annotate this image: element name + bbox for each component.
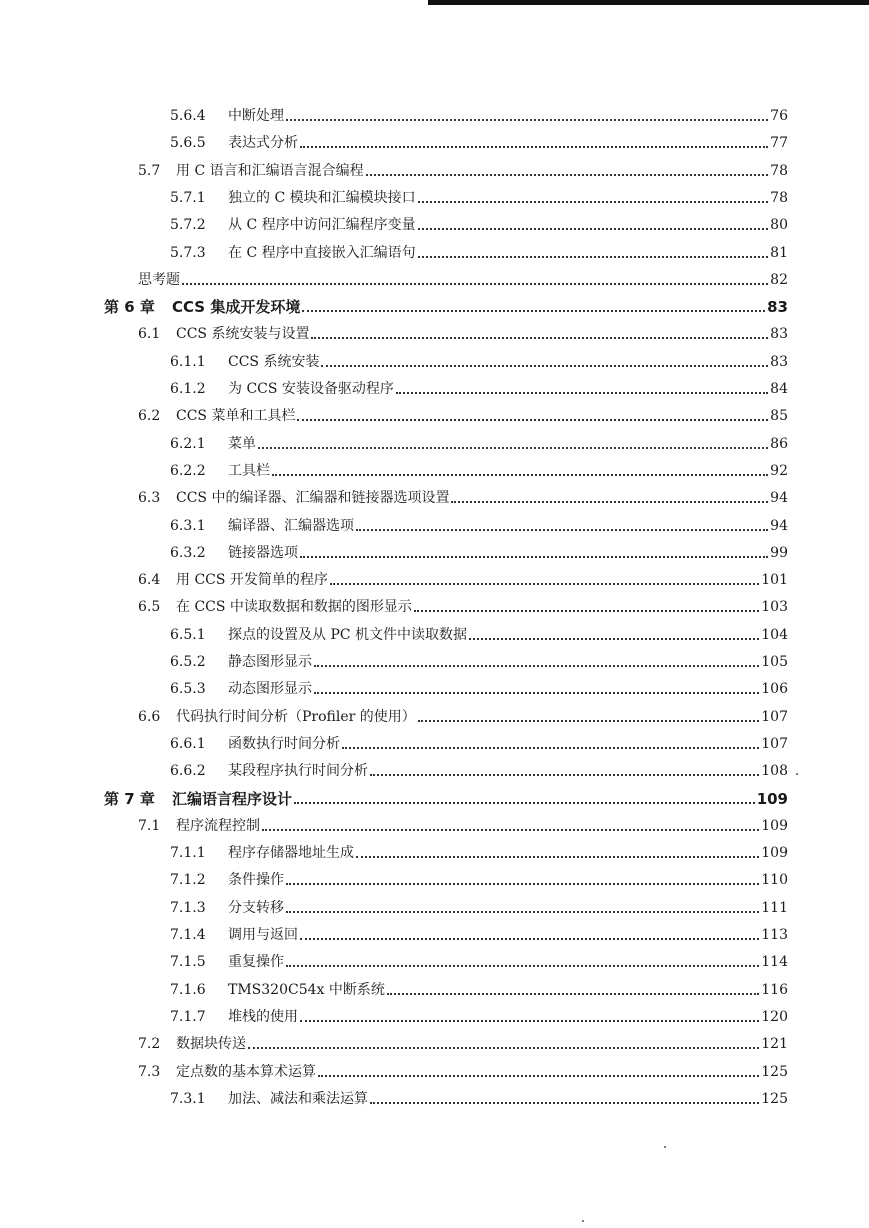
toc-entry-page: 111 (761, 900, 788, 916)
toc-entry-page: 125 (761, 1064, 788, 1080)
toc-entry-page: 94 (770, 490, 788, 506)
toc-entry-title: 菜单 (228, 436, 256, 452)
toc-entry-number: 6.3.2 (170, 545, 206, 561)
toc-entry-number: 6.5.3 (170, 681, 206, 697)
toc-entry-number: 5.7.3 (170, 245, 206, 261)
toc-entry-page: 99 (770, 545, 788, 561)
toc-section-entry[interactable] (138, 567, 788, 589)
toc-subsection-entry[interactable] (170, 376, 788, 398)
toc-subsection-entry[interactable] (170, 130, 788, 152)
toc-subsection-entry[interactable] (170, 676, 788, 698)
toc-entry-number: 7.1.3 (170, 900, 206, 916)
toc-entry-title: 表达式分析 (228, 135, 298, 151)
dot-leader (356, 528, 768, 531)
toc-entry-number: 6.3.1 (170, 518, 206, 534)
toc-subsection-entry[interactable] (170, 922, 788, 944)
toc-subsection-entry[interactable] (170, 840, 788, 862)
toc-entry-title: 汇编语言程序设计 (172, 790, 293, 808)
dot-leader (300, 1019, 759, 1022)
toc-entry-number: 7.1.7 (170, 1009, 206, 1025)
toc-entry-number: 6.5.2 (170, 654, 206, 670)
toc-entry-title: CCS 系统安装 (228, 354, 320, 370)
dot-leader (342, 746, 759, 749)
toc-entry-title: 探点的设置及从 PC 机文件中读取数据 (228, 627, 468, 643)
scan-speck (664, 1146, 666, 1148)
dot-leader (286, 118, 768, 121)
toc-entry-title: CCS 集成开发环境 (172, 298, 301, 316)
toc-entry-title: 程序流程控制 (176, 818, 260, 834)
toc-section-entry[interactable] (138, 1059, 788, 1081)
dot-leader (418, 227, 769, 230)
toc-entry-page: 92 (770, 463, 788, 479)
top-border-rule (428, 0, 869, 5)
toc-entry-page: 125 (761, 1091, 788, 1107)
toc-entry-page: 107 (761, 709, 788, 725)
dot-leader (451, 500, 768, 503)
toc-entry-page: 82 (770, 272, 788, 288)
toc-subsection-entry[interactable] (170, 103, 788, 125)
toc-entry-title: CCS 中的编译器、汇编器和链接器选项设置 (176, 490, 450, 506)
toc-entry-number: 6.6 (138, 709, 161, 725)
dot-leader (396, 391, 768, 394)
toc-entry-page: 106 (761, 681, 788, 697)
toc-entry-title: 用 C 语言和汇编语言混合编程 (176, 163, 364, 179)
toc-entry-number: 6.1.1 (170, 354, 206, 370)
toc-entry-title: 代码执行时间分析（Profiler 的使用） (176, 709, 416, 725)
toc-entry-page: 103 (761, 599, 788, 615)
dot-leader (370, 773, 759, 776)
toc-entry-title: 在 C 程序中直接嵌入汇编语句 (228, 245, 416, 261)
toc-entry-page: 78 (770, 163, 788, 179)
toc-entry-title: 定点数的基本算术运算 (176, 1064, 316, 1080)
toc-entry-title: 某段程序执行时间分析 (228, 763, 368, 779)
toc-entry-page: 114 (761, 954, 788, 970)
dot-leader (418, 719, 759, 722)
toc-entry-page: 113 (761, 927, 788, 943)
toc-entry-page: 105 (761, 654, 788, 670)
toc-entry-page: 84 (770, 381, 788, 397)
dot-leader (294, 801, 755, 804)
toc-entry[interactable] (138, 267, 788, 289)
toc-entry-title: CCS 菜单和工具栏 (176, 408, 296, 424)
toc-entry-title: 从 C 程序中访问汇编程序变量 (228, 217, 416, 233)
toc-subsection-entry[interactable] (170, 731, 788, 753)
toc-entry-number: 6.6.2 (170, 763, 206, 779)
toc-entry-title: CCS 系统安装与设置 (176, 326, 310, 342)
toc-section-entry[interactable] (138, 704, 788, 726)
toc-entry-page: 121 (761, 1036, 788, 1052)
toc-entry-page: 104 (761, 627, 788, 643)
toc-entry-number: 6.5.1 (170, 627, 206, 643)
toc-entry-page: 109 (756, 790, 788, 808)
toc-entry-number: 6.1 (138, 326, 161, 342)
toc-subsection-entry[interactable] (170, 540, 788, 562)
toc-entry-page: 81 (770, 245, 788, 261)
toc-entry-page: 116 (761, 982, 788, 998)
toc-entry-page: 94 (770, 518, 788, 534)
toc-entry-title: 为 CCS 安装设备驱动程序 (228, 381, 394, 397)
toc-section-entry[interactable] (138, 813, 788, 835)
dot-leader (286, 910, 759, 913)
toc-subsection-entry[interactable] (170, 758, 788, 780)
toc-entry-number: 5.6.4 (170, 108, 206, 124)
dot-leader (356, 855, 759, 858)
toc-entry-page: 107 (761, 736, 788, 752)
toc-subsection-entry[interactable] (170, 1086, 788, 1108)
dot-leader (248, 1046, 759, 1049)
toc-subsection-entry[interactable] (170, 649, 788, 671)
dot-leader (314, 691, 759, 694)
toc-section-entry[interactable] (138, 594, 788, 616)
dot-leader (272, 473, 768, 476)
toc-subsection-entry[interactable] (170, 622, 788, 644)
toc-section-entry[interactable] (138, 485, 788, 507)
dot-leader (321, 364, 768, 367)
toc-entry-number: 7.3 (138, 1064, 161, 1080)
toc-entry-page: 83 (770, 326, 788, 342)
toc-entry-number: 7.1.1 (170, 845, 206, 861)
dot-leader (314, 664, 759, 667)
toc-entry-number: 7.1 (138, 818, 161, 834)
toc-subsection-entry[interactable] (170, 212, 788, 234)
toc-section-entry[interactable] (138, 403, 788, 425)
toc-entry-title: 在 CCS 中读取数据和数据的图形显示 (176, 599, 412, 615)
toc-entry-title: 思考题 (138, 272, 180, 288)
toc-subsection-entry[interactable] (170, 349, 788, 371)
toc-entry-title: 分支转移 (228, 900, 284, 916)
toc-entry-page: 108 (761, 763, 788, 779)
toc-section-entry[interactable] (138, 321, 788, 343)
toc-entry-number: 5.7 (138, 163, 161, 179)
toc-subsection-entry[interactable] (170, 240, 788, 262)
toc-entry-page: 85 (770, 408, 788, 424)
toc-subsection-entry[interactable] (170, 513, 788, 535)
toc-entry-title: 条件操作 (228, 872, 284, 888)
dot-leader (387, 992, 759, 995)
toc-entry-page: 86 (770, 436, 788, 452)
toc-entry-number: 6.2 (138, 408, 161, 424)
toc-entry-title: 工具栏 (228, 463, 270, 479)
toc-subsection-entry[interactable] (170, 895, 788, 917)
dot-leader (302, 309, 765, 312)
toc-entry-number: 7.1.6 (170, 982, 206, 998)
dot-leader (297, 418, 768, 421)
dot-leader (300, 937, 759, 940)
dot-leader (286, 882, 759, 885)
toc-entry-page: 109 (761, 845, 788, 861)
toc-entry-title: 链接器选项 (228, 545, 298, 561)
toc-entry-title: 加法、减法和乘法运算 (228, 1091, 368, 1107)
toc-entry-page: 110 (761, 872, 788, 888)
toc-entry-number: 7.2 (138, 1036, 161, 1052)
scan-speck (796, 773, 798, 775)
toc-entry-number: 5.7.2 (170, 217, 206, 233)
toc-entry-number: 6.3 (138, 490, 161, 506)
toc-entry-number: 第 6 章 (104, 298, 155, 316)
toc-entry-number: 6.2.2 (170, 463, 206, 479)
dot-leader (418, 255, 769, 258)
toc-chapter-entry[interactable] (104, 786, 788, 808)
toc-entry-number: 6.2.1 (170, 436, 206, 452)
toc-entry-title: 重复操作 (228, 954, 284, 970)
toc-section-entry[interactable] (138, 158, 788, 180)
toc-entry-page: 109 (761, 818, 788, 834)
toc-entry-number: 6.1.2 (170, 381, 206, 397)
toc-entry-number: 6.4 (138, 572, 161, 588)
toc-entry-page: 101 (761, 572, 788, 588)
dot-leader (318, 1074, 759, 1077)
toc-entry-title: 程序存储器地址生成 (228, 845, 354, 861)
dot-leader (311, 336, 768, 339)
dot-leader (330, 582, 759, 585)
toc-entry-page: 120 (761, 1009, 788, 1025)
toc-subsection-entry[interactable] (170, 977, 788, 999)
toc-entry-title: 用 CCS 开发简单的程序 (176, 572, 328, 588)
scan-speck (582, 1220, 584, 1222)
toc-entry-title: 独立的 C 模块和汇编模块接口 (228, 190, 416, 206)
dot-leader (300, 555, 768, 558)
toc-entry-page: 83 (770, 354, 788, 370)
toc-entry-page: 78 (770, 190, 788, 206)
toc-subsection-entry[interactable] (170, 185, 788, 207)
dot-leader (418, 200, 769, 203)
toc-entry-page: 76 (770, 108, 788, 124)
toc-entry-title: 调用与返回 (228, 927, 298, 943)
toc-entry-number: 7.1.5 (170, 954, 206, 970)
toc-entry-title: 函数执行时间分析 (228, 736, 340, 752)
toc-subsection-entry[interactable] (170, 949, 788, 971)
toc-entry-number: 7.3.1 (170, 1091, 206, 1107)
dot-leader (182, 282, 768, 285)
toc-entry-title: 静态图形显示 (228, 654, 312, 670)
toc-entry-title: 中断处理 (228, 108, 284, 124)
toc-section-entry[interactable] (138, 1031, 788, 1053)
dot-leader (286, 964, 759, 967)
dot-leader (469, 637, 759, 640)
toc-entry-page: 83 (767, 298, 788, 316)
toc-entry-title: TMS320C54x 中断系统 (228, 982, 385, 998)
toc-entry-title: 编译器、汇编器选项 (228, 518, 354, 534)
toc-entry-title: 堆栈的使用 (228, 1009, 298, 1025)
toc-entry-number: 6.6.1 (170, 736, 206, 752)
toc-entry-number: 第 7 章 (104, 790, 155, 808)
dot-leader (258, 446, 768, 449)
toc-entry-number: 7.1.4 (170, 927, 206, 943)
toc-subsection-entry[interactable] (170, 431, 788, 453)
toc-subsection-entry[interactable] (170, 458, 788, 480)
dot-leader (366, 173, 769, 176)
toc-entry-title: 数据块传送 (176, 1036, 246, 1052)
toc-entry-number: 5.6.5 (170, 135, 206, 151)
toc-entry-number: 6.5 (138, 599, 161, 615)
toc-subsection-entry[interactable] (170, 867, 788, 889)
toc-chapter-entry[interactable] (104, 294, 788, 316)
toc-entry-page: 80 (770, 217, 788, 233)
toc-entry-page: 77 (770, 135, 788, 151)
dot-leader (300, 145, 768, 148)
toc-subsection-entry[interactable] (170, 1004, 788, 1026)
dot-leader (414, 609, 759, 612)
toc-entry-number: 7.1.2 (170, 872, 206, 888)
toc-entry-number: 5.7.1 (170, 190, 206, 206)
dot-leader (262, 828, 759, 831)
dot-leader (370, 1101, 759, 1104)
toc-entry-title: 动态图形显示 (228, 681, 312, 697)
